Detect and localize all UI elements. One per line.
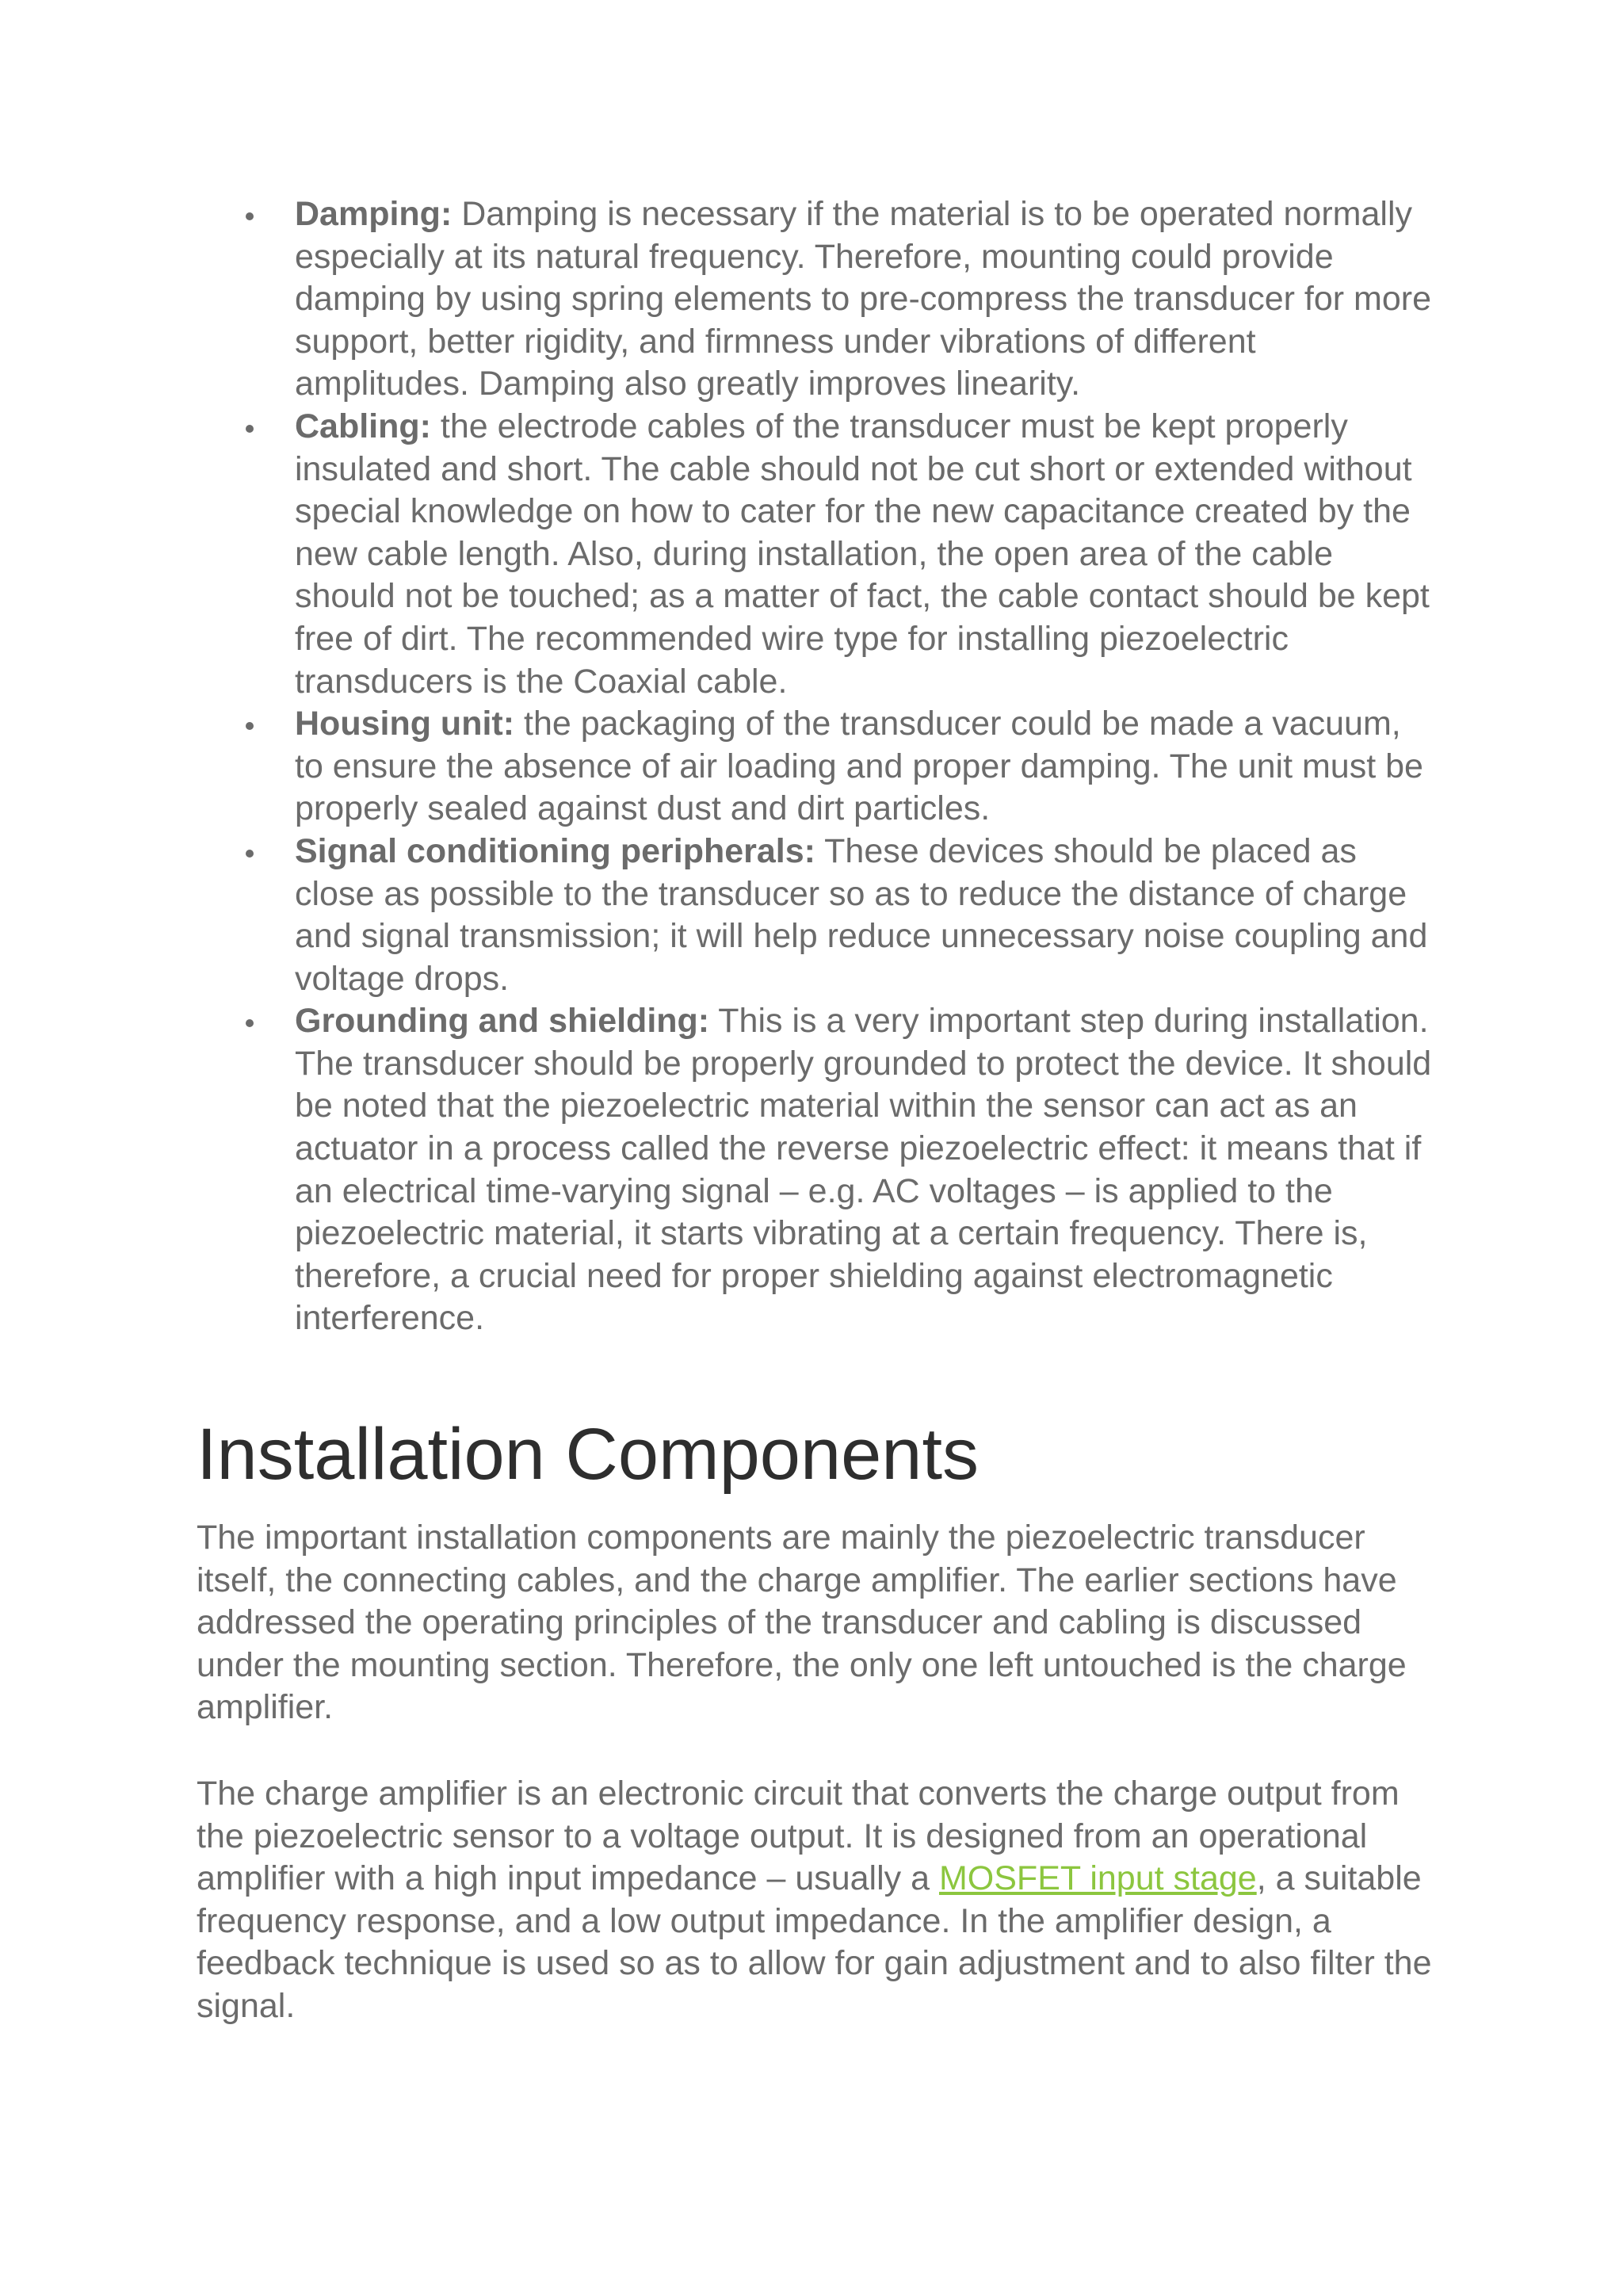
list-item-damping <box>197 193 1433 406</box>
list-item-housing-unit <box>197 703 1433 831</box>
description-cabling: the electrode cables of the transducer must be kept properly insulated and short. The cable should not be cut short or extended without special knowledge on how to cater for the new capacitance created by the new cable length. Also, during installation, the open area of the cable should not be touched; as a matter of fact, the cable contact should be kept free of dirt. The recommended wire type for installing piezoelectric transducers is the Coaxial cable. <box>295 407 1430 701</box>
description-signal-conditioning: These devices should be placed as close as possible to the transducer so as to reduce the distance of charge and signal transmission; it will help reduce unnecessary noise coupling and voltage drops. <box>295 831 1428 998</box>
description-housing-unit: the packaging of the transducer could be made a vacuum, to ensure the absence of air loading and proper damping. The unit must be properly sealed against dust and dirt particles. <box>295 705 1423 828</box>
list-item-signal-conditioning <box>197 831 1433 1000</box>
paragraph-text-after-link: , a suitable frequency response, and a low output impedance. In the amplifier design, a feedback technique is used so as to allow for gain adjustment and to also filter the signal. <box>197 1859 1432 2025</box>
paragraph-text-before-link: The charge amplifier is an electronic circuit that converts the charge output from the piezoelectric sensor to a voltage output. It is designed from an operational amplifier with a high input impedance – usually a <box>197 1775 1400 1898</box>
bullet-icon <box>246 1019 254 1027</box>
bullet-icon <box>246 212 254 220</box>
section-heading: Installation Components <box>197 1414 980 1495</box>
considerations-list <box>197 193 1433 1340</box>
term-signal-conditioning: Signal conditioning peripherals: <box>295 831 815 870</box>
bullet-icon <box>246 850 254 858</box>
description-damping: Damping is necessary if the material is to be operated normally especially at its natural frequency. Therefore, mounting could provide damping by using spring elements to pre-compress the transducer for more support, better rigidity, and firmness under vibrations of different amplitudes. Damping also greatly improves linearity. <box>295 195 1432 403</box>
mosfet-input-stage-link[interactable]: MOSFET input stage <box>938 1859 1257 1898</box>
paragraph-installation-components: The important installation components are mainly the piezoelectric transducer itself, the connecting cables, and the charge amplifier. The earlier sections have addressed the operating principles of the transducer and cabling is discussed under the mounting section. Therefore, the only one left untouched is the charge amplifier. <box>197 1519 1407 1727</box>
list-item-grounding-shielding <box>197 1000 1433 1340</box>
term-damping: Damping: <box>295 195 453 233</box>
term-housing-unit: Housing unit: <box>295 705 515 743</box>
description-grounding-shielding: This is a very important step during installation. The transducer should be properly grounded to protect the device. It should be noted that the piezoelectric material within the sensor can act as an actuator in a process called the reverse piezoelectric effect: it means that if an electrical time-varying signal – e.g. AC voltages – is applied to the piezoelectric material, it starts vibrating at a certain frequency. There is, therefore, a crucial need for proper shielding against electromagnetic interference. <box>295 1002 1432 1338</box>
list-item-cabling <box>197 406 1433 703</box>
paragraph-charge-amplifier <box>197 1773 1433 2028</box>
bullet-icon <box>246 425 254 433</box>
bullet-icon <box>246 722 254 730</box>
term-cabling: Cabling: <box>295 407 431 445</box>
term-grounding-shielding: Grounding and shielding: <box>295 1002 710 1041</box>
